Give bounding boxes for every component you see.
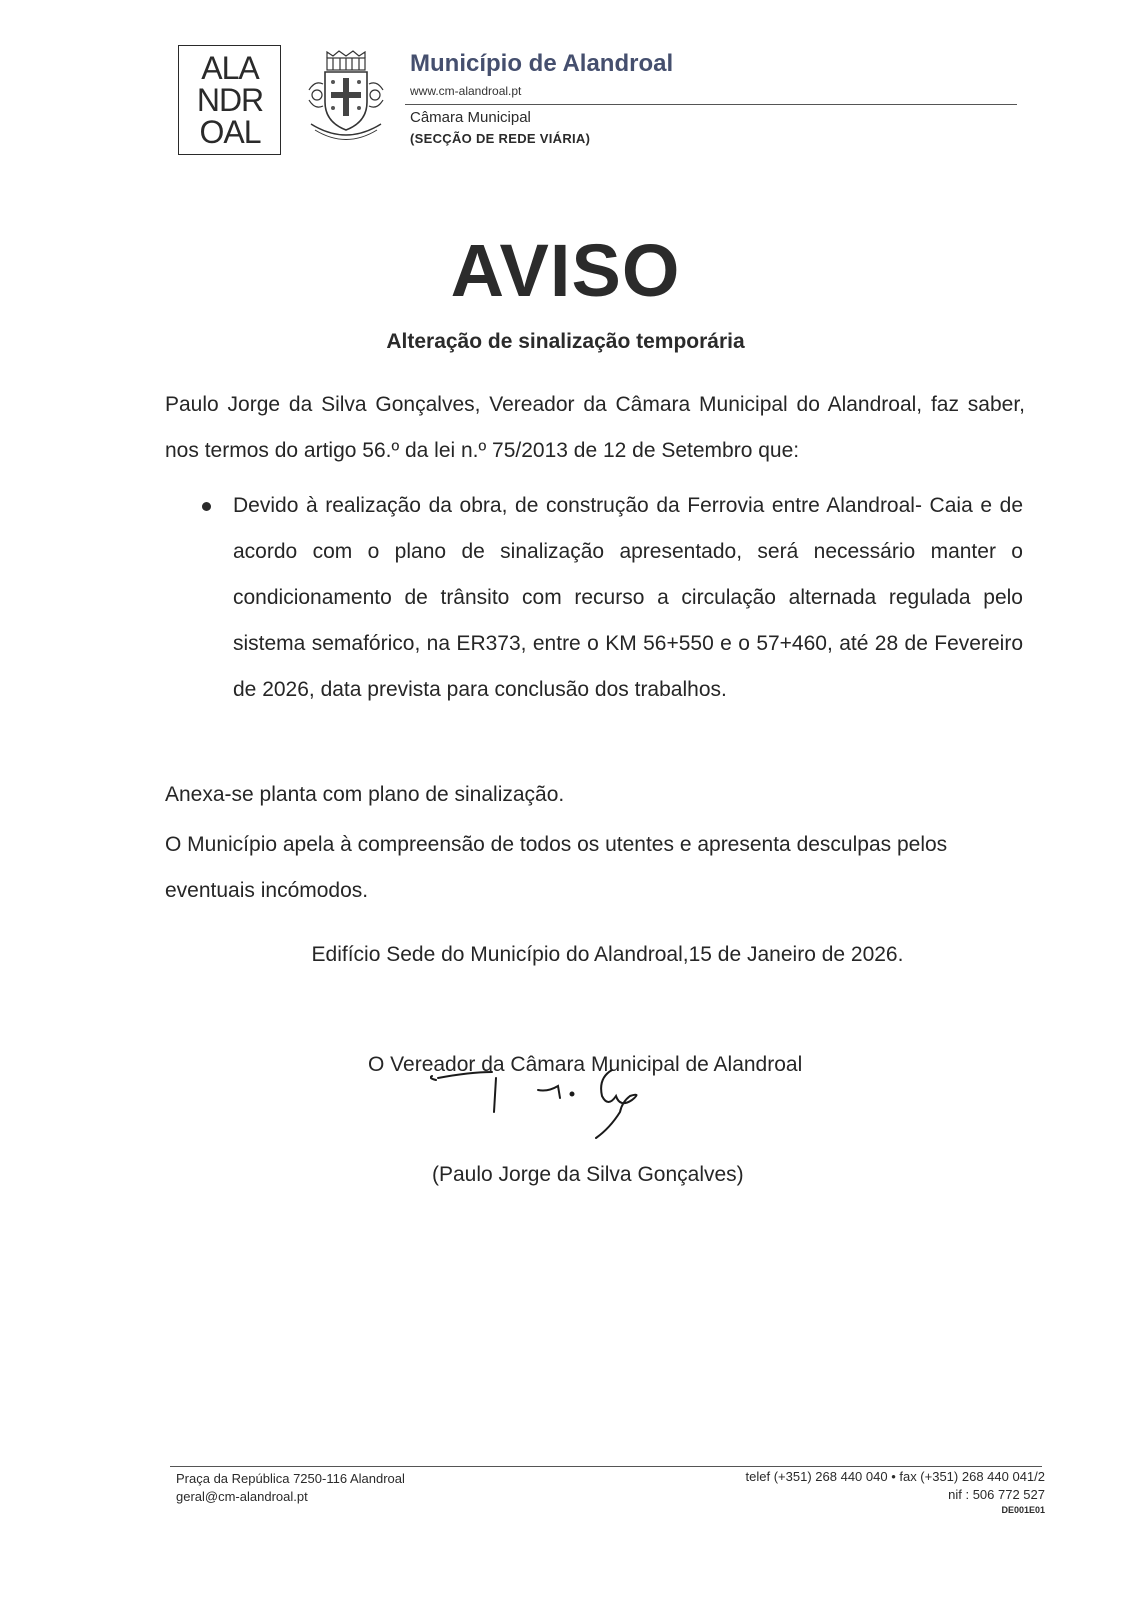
logo-text-line: NDR bbox=[196, 82, 264, 118]
annex-paragraph: Anexa-se planta com plano de sinalização. bbox=[165, 783, 565, 806]
page-subtitle: Alteração de sinalização temporária bbox=[386, 330, 745, 353]
header-divider bbox=[405, 104, 1017, 105]
place-date: Edifício Sede do Município do Alandroal,15 de Janeiro de 2026. bbox=[311, 943, 904, 966]
appeal-paragraph: O Município apela à compreensão de todos os utentes e apresenta desculpas pelos eventuais incómodos. bbox=[165, 833, 948, 902]
document-code: DE001E01 bbox=[1001, 1505, 1045, 1515]
footer-email: geral@cm-alandroal.pt bbox=[176, 1489, 308, 1504]
footer-phone-fax: telef (+351) 268 440 040 • fax (+351) 268 440 041/2 bbox=[745, 1469, 1045, 1484]
municipality-logo bbox=[178, 45, 281, 155]
coat-of-arms-icon bbox=[303, 50, 389, 142]
logo-text-line: OAL bbox=[199, 114, 261, 150]
footer-divider bbox=[170, 1466, 1042, 1467]
bullet-icon bbox=[202, 502, 211, 511]
footer-nif: nif : 506 772 527 bbox=[948, 1487, 1045, 1502]
section-name: (SECÇÃO DE REDE VIÁRIA) bbox=[410, 131, 591, 146]
department-name: Câmara Municipal bbox=[410, 109, 531, 126]
municipality-name: Município de Alandroal bbox=[410, 50, 674, 77]
footer-address: Praça da República 7250-116 Alandroal bbox=[176, 1471, 405, 1486]
signatory-name: (Paulo Jorge da Silva Gonçalves) bbox=[432, 1163, 744, 1186]
website-url: www.cm-alandroal.pt bbox=[410, 84, 522, 98]
intro-paragraph: Paulo Jorge da Silva Gonçalves, Vereador da Câmara Municipal do Alandroal, faz saber, nos termos do artigo 56.º da lei n.º 75/2013 de 12 de Setembro que: bbox=[165, 393, 1025, 462]
logo-text-line: ALA bbox=[201, 50, 259, 86]
page-title: AVISO bbox=[450, 229, 681, 312]
list-item: Devido à realização da obra, de construção da Ferrovia entre Alandroal- Caia e de acordo com o plano de sinalização apresentado, será necessário manter o condicionamento de trânsito com recurso a circulação alternada regulada pelo sistema semafórico, na ER373, entre o KM 56+550 e o 57+460, até 28 de Fevereiro de 2026, data prevista para conclusão dos trabalhos. bbox=[233, 494, 1023, 701]
signatory-role: O Vereador da Câmara Municipal de Alandroal bbox=[368, 1053, 803, 1076]
